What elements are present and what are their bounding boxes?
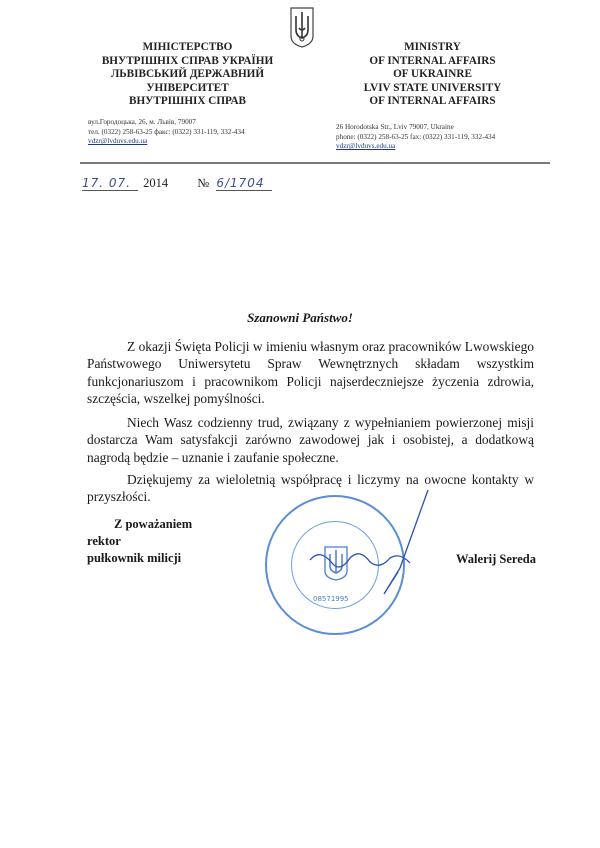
paragraph-text: Z okazji Święta Policji w imieniu własnym oraz pracowników Lwowskiego Państwowego Uniwersytetu Spraw Wewnętrznych składam wszystkim funkcjonariuszom i pracownikom Policji najserdeczniejsze życzenia zdrowia, szczęścia, wszelkej pomyślności. [87, 339, 534, 407]
letterhead-ua-contact [88, 118, 245, 147]
letterhead-ua-line: УНІВЕРСИТЕТ [146, 81, 229, 94]
paragraph-1 [87, 338, 534, 408]
closing: Z poważaniem [114, 517, 193, 531]
handwritten-signature [280, 488, 440, 608]
letterhead-en [345, 41, 520, 109]
phone-ua: тел. (0322) 258-63-25 факс: (0322) 331-119, 332-434 [88, 127, 245, 136]
letterhead-en-line: OF INTERNAL AFFAIRS [369, 95, 496, 107]
letterhead-ua [80, 41, 295, 109]
address-en: 26 Horodotska Str., Lviv 79007, Ukraine [336, 123, 454, 131]
handwritten-date: 17. 07. [82, 176, 138, 191]
letterhead-en-line: LVIV STATE UNIVERSITY [363, 81, 502, 94]
letterhead-en-line: OF INTERNAL AFFAIRS [369, 54, 496, 67]
stamp-code: 08571995 [313, 595, 349, 603]
reference-line [82, 176, 272, 191]
letterhead-ua-line: ВНУТРІШНІХ СПРАВ УКРАЇНИ [101, 54, 274, 67]
title-rector: rektor [87, 534, 121, 548]
paragraph-2 [87, 414, 534, 466]
email-link-ua[interactable]: vdzr@lvduvs.edu.ua [88, 137, 148, 145]
number-sign: № [197, 176, 210, 190]
letterhead-en-line: MINISTRY [404, 41, 461, 53]
email-link-en[interactable]: vdzr@lvduvs.edu.ua [336, 142, 396, 150]
letterhead-en-contact [336, 123, 495, 152]
letterhead-en-line: OF UKRAINRE [393, 68, 472, 80]
phone-en: phone: (0322) 258-63-25 fax: (0322) 331-119, 332-434 [336, 132, 496, 141]
salutation: Szanowni Państwo! [247, 310, 353, 325]
signature-block [87, 516, 192, 567]
header-divider [80, 162, 550, 164]
year: 2014 [143, 176, 169, 190]
handwritten-number: 6/1704 [216, 176, 272, 191]
letterhead-ua-line: ВНУТРІШНІХ СПРАВ [129, 95, 246, 107]
paragraph-text: Dziękujemy za wieloletnią współpracę i liczymy na owocne kontakty w przyszłości. [87, 472, 534, 505]
letterhead-ua-line: ЛЬВІВСЬКИЙ ДЕРЖАВНИЙ [110, 68, 265, 80]
letterhead-ua-line: МІНІСТЕРСТВО [142, 41, 233, 53]
title-rank: pułkownik milicji [87, 551, 182, 565]
signatory-name: Walerij Sereda [456, 552, 536, 566]
address-ua: вул.Городоцька, 26, м. Львів, 79007 [88, 118, 196, 126]
paragraph-text: Niech Wasz codzienny trud, związany z wypełnianiem powierzonej misji dostarcza Wam satysfakcji zarówno zawodowej jak i osobistej, a dodatkową nagrodą będzie – uznanie i zaufanie społeczne. [87, 415, 534, 465]
